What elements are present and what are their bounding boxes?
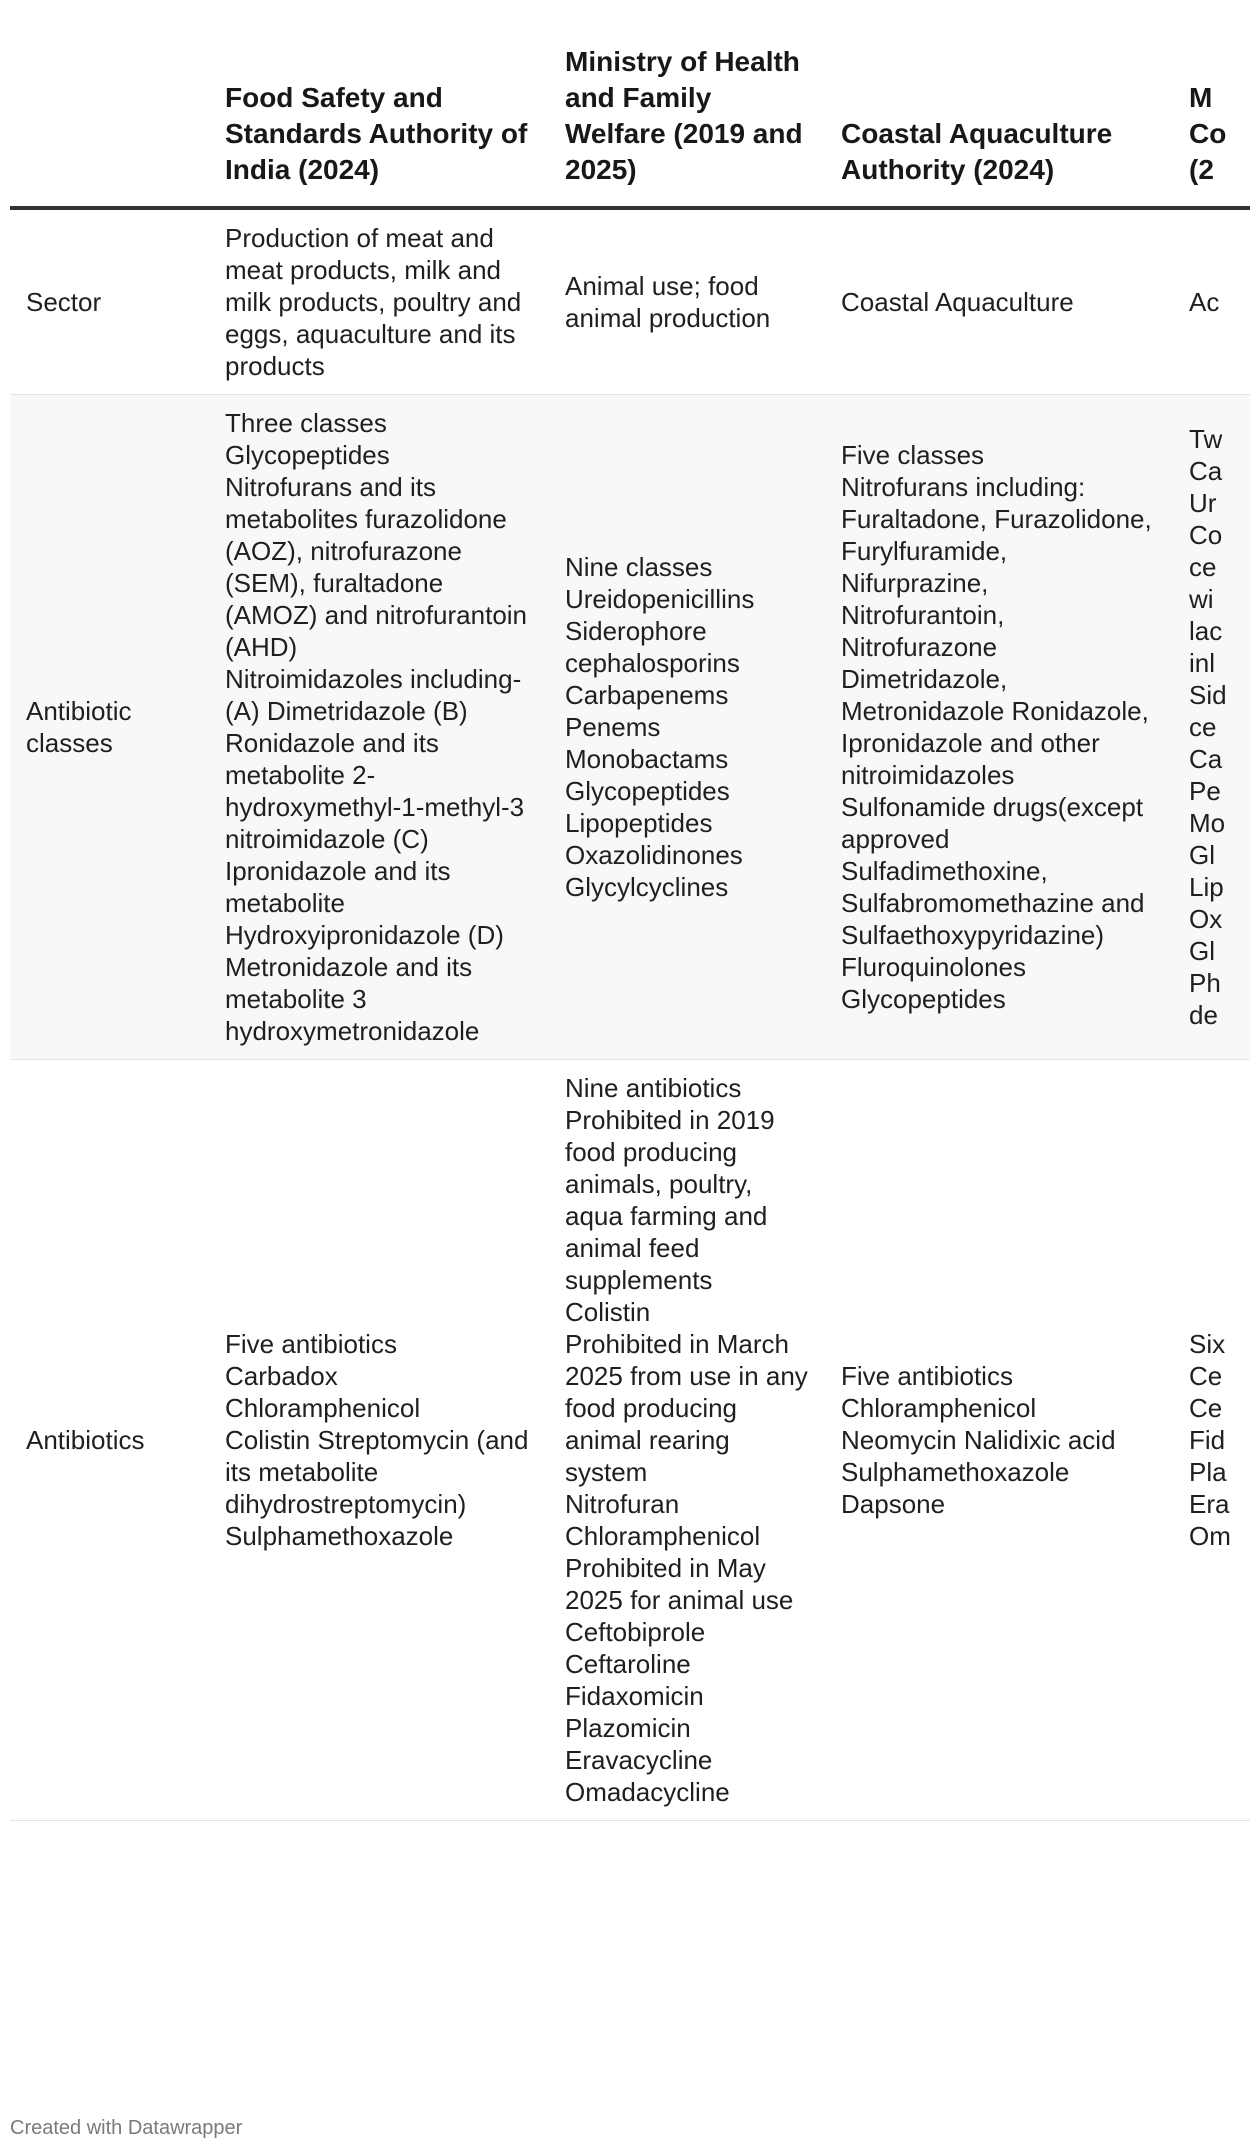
row-label-antibiotics: Antibiotics [10, 1060, 209, 1821]
table-cell: Nine antibiotics Prohibited in 2019 food producing animals, poultry, aqua farming and animal feed supplements Colistin Prohibited in March 2025 from use in any food producing animal rearing system Nitrofuran Chloramphenicol Prohibited in May 2025 for animal use Ceftobiprole Ceftaroline Fidaxomicin Plazomicin Eravacycline Omadacycline [549, 1060, 825, 1821]
table-row-antibiotic-classes [10, 395, 1250, 1060]
table-cell: Nine classes Ureidopenicillins Siderophore cephalosporins Carbapenems Penems Monobactams Glycopeptides Lipopeptides Oxazolidinones Glycylcyclines [549, 395, 825, 1060]
table-cell: Three classes Glycopeptides Nitrofurans and its metabolites furazolidone (AOZ), nitrofurazone (SEM), furaltadone (AMOZ) and nitrofurantoin (AHD) Nitroimidazoles including- (A) Dimetridazole (B) Ronidazole and its metabolite 2-hydroxymethyl-1-methyl-3 nitroimidazole (C) Ipronidazole and its metabolite Hydroxyipronidazole (D) Metronidazole and its metabolite 3 hydroxymetronidazole [209, 395, 549, 1060]
table-cell: Coastal Aquaculture [825, 208, 1173, 395]
header-cell-caa[interactable]: Coastal Aquaculture Authority (2024) [825, 0, 1173, 208]
table-cell-truncated: Six Ce Ce Fid Pla Era Om [1173, 1060, 1250, 1821]
table-cell: Five antibiotics Carbadox Chloramphenicol Colistin Streptomycin (and its metabolite dihydrostreptomycin) Sulphamethoxazole [209, 1060, 549, 1821]
row-label-antibiotic-classes: Antibiotic classes [10, 395, 209, 1060]
table-cell: Animal use; food animal production [549, 208, 825, 395]
header-cell-fssai[interactable]: Food Safety and Standards Authority of India (2024) [209, 0, 549, 208]
header-cell-blank [10, 0, 209, 208]
data-table [10, 0, 1250, 1821]
table-cell-truncated: Tw Ca Ur Co ce wi lac inl Sid ce Ca Pe Mo Gl Lip Ox Gl Ph de [1173, 395, 1250, 1060]
header-row [10, 0, 1250, 208]
table-cell-truncated: Ac [1173, 208, 1250, 395]
header-cell-mohfw[interactable]: Ministry of Health and Family Welfare (2019 and 2025) [549, 0, 825, 208]
datawrapper-credit[interactable]: Created with Datawrapper [10, 2117, 243, 2139]
table-cell: Production of meat and meat products, milk and milk products, poultry and eggs, aquaculture and its products [209, 208, 549, 395]
table-row-sector [10, 208, 1250, 395]
header-cell-truncated[interactable]: M Co (2 [1173, 0, 1250, 208]
table-cell: Five antibiotics Chloramphenicol Neomycin Nalidixic acid Sulphamethoxazole Dapsone [825, 1060, 1173, 1821]
table-cell: Five classes Nitrofurans including: Furaltadone, Furazolidone, Furylfuramide, Nifurprazine, Nitrofurantoin, Nitrofurazone Dimetridazole, Metronidazole Ronidazole, Ipronidazole and other nitroimidazoles Sulfonamide drugs(except approved Sulfadimethoxine, Sulfabromomethazine and Sulfaethoxypyridazine) Fluroquinolones Glycopeptides [825, 395, 1173, 1060]
row-label-sector: Sector [10, 208, 209, 395]
table-container [10, 0, 1231, 1821]
table-row-antibiotics [10, 1060, 1250, 1821]
